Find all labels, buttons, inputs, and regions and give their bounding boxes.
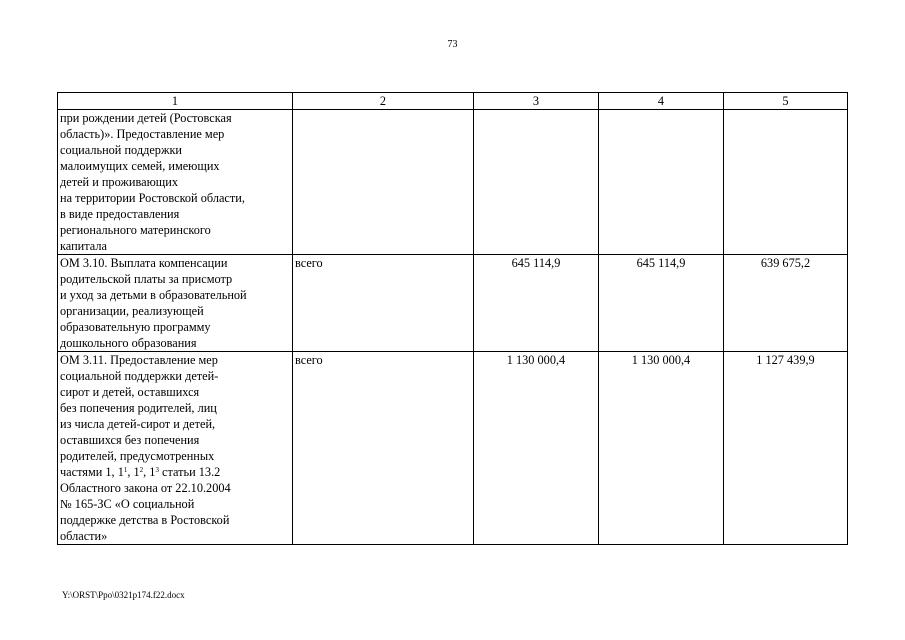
description-line: без попечения родителей, лиц bbox=[60, 401, 217, 415]
header-cell-3: 3 bbox=[474, 93, 599, 110]
description-line: детей и проживающих bbox=[60, 175, 178, 189]
text-fragment: , 1 bbox=[143, 465, 156, 479]
superscript: 2 bbox=[139, 466, 144, 474]
header-cell-1: 1 bbox=[58, 93, 293, 110]
table-row bbox=[58, 352, 848, 545]
description-line: малоимущих семей, имеющих bbox=[60, 159, 220, 173]
footer-file-path: Y:\ORST\Ppo\0321p174.f22.docx bbox=[62, 590, 185, 600]
row-value-col4 bbox=[599, 110, 724, 255]
row-description bbox=[58, 110, 293, 255]
description-line: область)». Предоставление мер bbox=[60, 127, 225, 141]
description-line: организации, реализующей bbox=[60, 304, 204, 318]
description-line: поддержке детства в Ростовской bbox=[60, 513, 230, 527]
description-line: образовательную программу bbox=[60, 320, 211, 334]
description-line: на территории Ростовской области, bbox=[60, 191, 245, 205]
header-row bbox=[58, 93, 848, 110]
description-line: родительской платы за присмотр bbox=[60, 272, 233, 286]
header-cell-2: 2 bbox=[293, 93, 474, 110]
description-line: капитала bbox=[60, 239, 107, 253]
row-value-col3: 645 114,9 bbox=[474, 255, 599, 352]
description-line: ОМ 3.10. Выплата компенсации bbox=[60, 256, 228, 270]
text-fragment: , 1 bbox=[127, 465, 140, 479]
description-line: социальной поддержки детей- bbox=[60, 369, 219, 383]
description-line: и уход за детьми в образовательной bbox=[60, 288, 247, 302]
description-line: № 165-ЗС «О социальной bbox=[60, 497, 195, 511]
description-line: регионального материнского bbox=[60, 223, 211, 237]
description-line: оставшихся без попечения bbox=[60, 433, 200, 447]
table-row bbox=[58, 255, 848, 352]
row-funding-source bbox=[293, 110, 474, 255]
description-line: сирот и детей, оставшихся bbox=[60, 385, 200, 399]
header-cell-5: 5 bbox=[724, 93, 848, 110]
description-line: из числа детей-сирот и детей, bbox=[60, 417, 216, 431]
description-line: дошкольного образования bbox=[60, 336, 197, 350]
row-value-col5: 639 675,2 bbox=[724, 255, 848, 352]
description-line: области» bbox=[60, 529, 108, 543]
table-row bbox=[58, 110, 848, 255]
row-value-col4: 645 114,9 bbox=[599, 255, 724, 352]
description-line: при рождении детей (Ростовская bbox=[60, 111, 232, 125]
description-line: родителей, предусмотренных bbox=[60, 449, 215, 463]
row-funding-source: всего bbox=[293, 352, 474, 545]
text-fragment: статьи 13.2 bbox=[158, 465, 221, 479]
row-description bbox=[58, 255, 293, 352]
description-line: социальной поддержки bbox=[60, 143, 183, 157]
description-line-with-superscripts bbox=[60, 464, 290, 480]
superscript: 1 bbox=[123, 466, 128, 474]
superscript: 3 bbox=[155, 466, 159, 474]
row-value-col3 bbox=[474, 110, 599, 255]
header-cell-4: 4 bbox=[599, 93, 724, 110]
row-value-col5: 1 127 439,9 bbox=[724, 352, 848, 545]
description-line: ОМ 3.11. Предоставление мер bbox=[60, 353, 218, 367]
row-value-col3: 1 130 000,4 bbox=[474, 352, 599, 545]
row-value-col5 bbox=[724, 110, 848, 255]
row-funding-source: всего bbox=[293, 255, 474, 352]
page-number: 73 bbox=[447, 39, 458, 50]
description-line: Областного закона от 22.10.2004 bbox=[60, 481, 231, 495]
text-fragment: частями 1, 1 bbox=[60, 465, 124, 479]
row-description bbox=[58, 352, 293, 545]
row-value-col4: 1 130 000,4 bbox=[599, 352, 724, 545]
data-table bbox=[57, 92, 848, 545]
description-line: в виде предоставления bbox=[60, 207, 180, 221]
